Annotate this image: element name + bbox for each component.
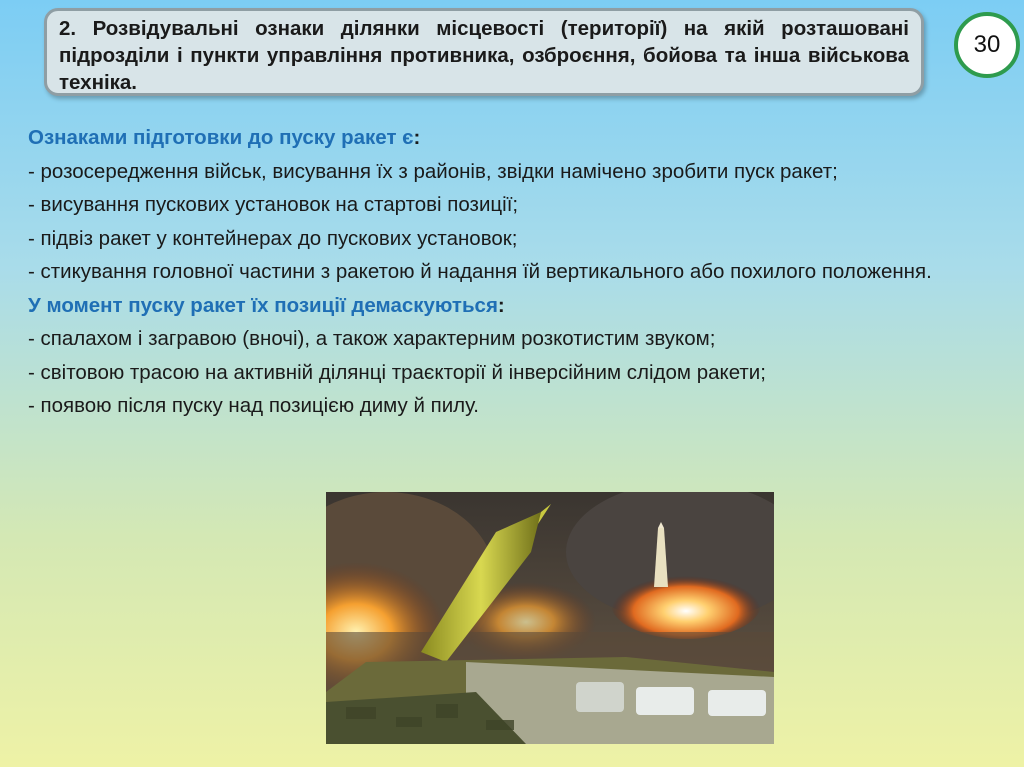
list-item: - висування пускових установок на стартові позиції; — [28, 193, 519, 216]
section-heading-launch-moment: У момент пуску ракет їх позиції демаскуються: — [28, 293, 505, 317]
missile-launch-photo — [326, 492, 774, 744]
page-number-badge — [954, 12, 1020, 78]
slide-title: 2. Розвідувальні ознаки ділянки місцевості (території) на якій розташовані підрозділи і пункти управління противника, озброєння, бойова та інша військова техніка. — [59, 17, 909, 94]
list-item: - світовою трасою на активній ділянці траєкторії й інверсійним слідом ракети; — [28, 360, 766, 384]
page-number: 30 — [973, 31, 1001, 58]
list-item: - стикування головної частини з ракетою й надання їй вертикального або похилого положення. — [28, 260, 932, 283]
slide-title-box — [44, 8, 924, 96]
list-item: - розосередження військ, висування їх з районів, звідки намічено зробити пуск ракет; — [28, 159, 838, 183]
slide-content — [28, 121, 996, 423]
list-item: - підвіз ракет у контейнерах до пускових установок; — [28, 226, 518, 250]
section-heading-launch-prep: Ознаками підготовки до пуску ракет є: — [28, 126, 421, 149]
missile-launch-illustration — [326, 492, 774, 744]
list-item: - спалахом і загравою (вночі), а також характерним розкотистим звуком; — [28, 327, 716, 350]
list-item: - появою після пуску над позицією диму й пилу. — [28, 394, 479, 417]
